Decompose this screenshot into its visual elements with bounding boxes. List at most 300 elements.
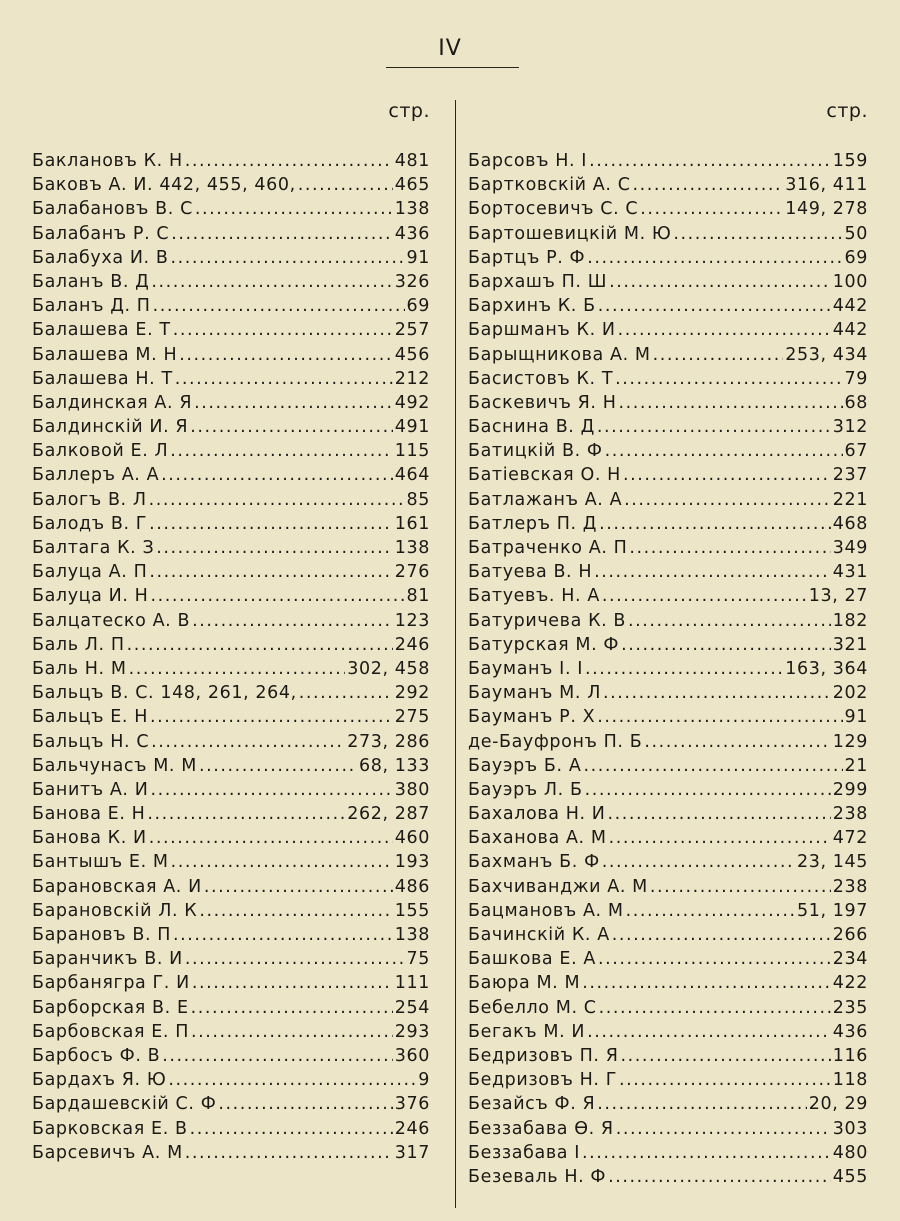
page-number-rule — [386, 67, 519, 68]
entry-pages: 51, 197 — [797, 900, 868, 921]
index-entry — [32, 754, 430, 778]
entry-pages: 273, 286 — [347, 731, 430, 752]
entry-name: Барбовская Е. П — [32, 1021, 189, 1042]
right-column — [468, 97, 868, 1189]
entry-name: Бальцъ Е. Н — [32, 707, 149, 728]
entry-name: Бедризовъ Н. Г — [468, 1070, 617, 1091]
dot-leader — [190, 415, 393, 439]
entry-name: Бальчунасъ М. М — [32, 755, 197, 776]
entry-pages: 79 — [844, 368, 868, 389]
entry-name: Баханова А. М — [468, 828, 607, 849]
entry-pages: 468 — [832, 513, 868, 534]
index-entry — [468, 971, 868, 995]
entry-name: Безайсъ Ф. Я — [468, 1094, 596, 1115]
entry-name: Батлеръ П. Д — [468, 513, 598, 534]
entry-name: Бартцъ Р. Ф — [468, 247, 586, 268]
entry-pages: 376 — [394, 1094, 430, 1115]
entry-pages: 138 — [394, 538, 430, 558]
dot-leader — [150, 705, 393, 729]
entry-name: Балуца А. П — [32, 562, 148, 583]
entry-pages: 254 — [394, 997, 430, 1018]
entry-pages: 253, 434 — [785, 344, 868, 365]
index-entry — [32, 343, 430, 367]
entry-pages: 67 — [844, 441, 868, 462]
dot-leader — [585, 778, 831, 802]
entry-pages: 276 — [394, 562, 430, 583]
entry-pages: 193 — [394, 852, 430, 873]
index-entry — [468, 826, 868, 850]
entry-name: Батурская М. Ф — [468, 634, 620, 655]
dot-leader — [190, 1117, 393, 1141]
entry-pages: 238 — [832, 804, 868, 825]
index-entry — [468, 270, 868, 294]
index-entry — [468, 318, 868, 342]
entry-pages: 317 — [394, 1142, 430, 1163]
dot-leader — [168, 1068, 416, 1092]
entry-name: Барбосъ Ф. В — [32, 1045, 161, 1066]
dot-leader — [151, 730, 345, 754]
entry-name: Бедризовъ П. Я — [468, 1045, 619, 1066]
entry-pages: 455 — [832, 1166, 868, 1187]
entry-name: Барбанягра Г. И — [32, 973, 190, 994]
index-entry — [468, 1068, 868, 1092]
left-entries — [32, 149, 430, 1165]
dot-leader — [629, 536, 830, 560]
entry-name: Батлажанъ А. А — [468, 489, 623, 510]
index-entry — [32, 826, 430, 850]
entry-pages: 422 — [832, 973, 868, 994]
index-entry — [32, 971, 430, 995]
entry-name: Балогъ В. Л — [32, 489, 147, 510]
dot-leader — [598, 294, 831, 318]
entry-name: Батуричева К. В — [468, 610, 627, 631]
index-entry — [468, 730, 868, 754]
index-entry — [32, 996, 430, 1020]
entry-name: Бальцъ В. С. 148, 261, 264, — [32, 683, 297, 704]
entry-pages: 431 — [832, 562, 868, 583]
dot-leader — [191, 1020, 393, 1044]
dot-leader — [607, 802, 830, 826]
entry-pages: 138 — [394, 925, 430, 945]
index-entry — [32, 657, 430, 681]
index-entry — [32, 367, 430, 391]
dot-leader — [583, 754, 842, 778]
index-entry — [468, 681, 868, 705]
dot-leader — [170, 439, 393, 463]
index-entry — [468, 1044, 868, 1068]
entry-name: Банитъ А. И — [32, 779, 149, 800]
entry-pages: 257 — [394, 320, 430, 341]
dot-leader — [582, 1141, 831, 1165]
dot-leader — [597, 705, 842, 729]
entry-pages: 69 — [406, 296, 430, 317]
entry-pages: 159 — [832, 151, 868, 171]
entry-pages: 75 — [406, 949, 430, 970]
entry-name: Балабанъ Р. С — [32, 223, 170, 244]
index-entry — [32, 584, 430, 608]
entry-pages: 442 — [832, 296, 868, 317]
entry-name: Бахалова Н. И — [468, 804, 606, 825]
index-entry — [32, 149, 430, 173]
dot-leader — [587, 1020, 831, 1044]
entry-name: Барыщникова А. М — [468, 344, 651, 365]
entry-name: Бантышъ Е. М — [32, 852, 169, 873]
entry-pages: 266 — [832, 925, 868, 945]
index-entry — [468, 802, 868, 826]
entry-name: Батраченко А. П — [468, 538, 628, 558]
index-entry — [32, 802, 430, 826]
index-entry — [468, 1141, 868, 1165]
index-entry — [32, 1044, 430, 1068]
entry-name: Барборская В. Е — [32, 997, 189, 1018]
entry-name: Бартошевицкій М. Ю — [468, 223, 672, 244]
dot-leader — [599, 996, 831, 1020]
dot-leader — [161, 463, 393, 487]
index-entry — [468, 1117, 868, 1141]
entry-name: Балуца И. Н — [32, 586, 149, 607]
dot-leader — [149, 512, 393, 536]
index-entry — [32, 923, 430, 947]
entry-pages: 321 — [832, 634, 868, 655]
dot-leader — [150, 584, 404, 608]
entry-pages: 246 — [394, 1118, 430, 1139]
dot-leader — [644, 730, 830, 754]
dot-leader — [199, 754, 357, 778]
index-entry — [468, 923, 868, 947]
entry-name: Барановскій Л. К — [32, 900, 198, 921]
dot-leader — [147, 802, 345, 826]
entry-pages: 303 — [832, 1118, 868, 1139]
entry-pages: 235 — [832, 997, 868, 1018]
dot-leader — [175, 367, 393, 391]
entry-name: Бацмановъ А. М — [468, 900, 624, 921]
entry-name: Балабановъ В. С — [32, 199, 193, 220]
dot-leader — [653, 343, 784, 367]
index-entry — [468, 584, 868, 608]
entry-name: Балковой Е. Л — [32, 441, 169, 462]
index-entry — [32, 222, 430, 246]
column-divider — [455, 100, 456, 1208]
index-entry — [468, 609, 868, 633]
entry-name: Бауманъ І. І — [468, 658, 584, 679]
dot-leader — [194, 391, 393, 415]
dot-leader — [628, 609, 831, 633]
index-entry — [468, 149, 868, 173]
entry-name: Баранчикъ В. И — [32, 949, 183, 970]
entry-pages: 480 — [832, 1142, 868, 1163]
index-entry — [468, 1165, 868, 1189]
index-entry — [468, 488, 868, 512]
entry-pages: 360 — [394, 1045, 430, 1066]
entry-pages: 85 — [406, 489, 430, 510]
entry-pages: 460 — [394, 828, 430, 849]
entry-name: Батуевъ. Н. А — [468, 586, 600, 607]
index-entry — [468, 1020, 868, 1044]
entry-name: Батіевская О. Н — [468, 465, 621, 486]
entry-name: Балабуха И. В — [32, 247, 169, 268]
dot-leader — [585, 657, 783, 681]
dot-leader — [191, 996, 393, 1020]
entry-pages: 138 — [394, 199, 430, 220]
entry-pages: 464 — [394, 465, 430, 486]
entry-name: Баль Н. М — [32, 658, 127, 679]
entry-pages: 237 — [832, 465, 868, 486]
entry-pages: 302, 458 — [347, 658, 430, 679]
index-entry — [468, 463, 868, 487]
dot-leader — [149, 560, 392, 584]
entry-name: Балашева Е. Т — [32, 320, 171, 341]
dot-leader — [299, 681, 393, 705]
right-column-header: стр. — [826, 100, 868, 122]
entry-name: Банова К. И — [32, 828, 147, 849]
dot-leader — [195, 197, 393, 221]
dot-leader — [149, 826, 393, 850]
dot-leader — [173, 318, 393, 342]
dot-leader — [616, 1117, 831, 1141]
entry-pages: 20, 29 — [808, 1094, 868, 1115]
entry-name: Бахманъ Б. Ф — [468, 852, 600, 873]
entry-pages: 23, 145 — [797, 852, 868, 873]
entry-pages: 68 — [844, 392, 868, 413]
index-entry — [32, 415, 430, 439]
entry-pages: 111 — [394, 973, 430, 994]
index-entry — [32, 439, 430, 463]
dot-leader — [151, 270, 392, 294]
entry-pages: 465 — [394, 175, 430, 196]
index-entry — [468, 391, 868, 415]
index-entry — [468, 173, 868, 197]
entry-name: Бауманъ М. Л — [468, 683, 601, 704]
left-column — [32, 97, 430, 1165]
entry-name: Балцатеско А. В — [32, 610, 191, 631]
dot-leader — [153, 294, 405, 318]
index-entry — [32, 536, 430, 560]
index-entry — [32, 246, 430, 270]
entry-pages: 161 — [394, 513, 430, 534]
index-entry — [468, 439, 868, 463]
entry-name: Барсовъ Н. І — [468, 151, 588, 171]
index-entry — [468, 367, 868, 391]
dot-leader — [633, 173, 784, 197]
entry-pages: 246 — [394, 634, 430, 655]
entry-pages: 13, 27 — [808, 586, 868, 607]
index-entry — [468, 246, 868, 270]
index-entry — [468, 899, 868, 923]
entry-pages: 115 — [394, 441, 430, 462]
entry-pages: 163, 364 — [785, 658, 868, 679]
index-entry — [468, 294, 868, 318]
index-entry — [468, 536, 868, 560]
index-entry — [32, 173, 430, 197]
entry-name: Безеваль Н. Ф — [468, 1166, 607, 1187]
entry-name: Батицкій В. Ф — [468, 441, 603, 462]
dot-leader — [608, 1165, 831, 1189]
entry-name: Бардахъ Я. Ю — [32, 1070, 167, 1091]
entry-pages: 312 — [832, 417, 868, 438]
entry-pages: 91 — [406, 247, 430, 268]
entry-name: Барковская Е. В — [32, 1118, 188, 1139]
index-entry — [468, 947, 868, 971]
index-entry — [468, 222, 868, 246]
dot-leader — [162, 1044, 393, 1068]
entry-pages: 292 — [394, 683, 430, 704]
index-entry — [468, 996, 868, 1020]
index-entry — [32, 730, 430, 754]
entry-name: Бауманъ Р. Х — [468, 707, 596, 728]
entry-name: Бортосевичъ С. С — [468, 199, 639, 220]
index-entry — [32, 850, 430, 874]
dot-leader — [640, 197, 783, 221]
entry-name: Бархашъ П. Ш — [468, 271, 608, 292]
index-entry — [32, 318, 430, 342]
entry-pages: 182 — [832, 610, 868, 631]
entry-pages: 68, 133 — [359, 755, 430, 776]
entry-pages: 316, 411 — [785, 175, 868, 196]
entry-name: Балдинская А. Я — [32, 392, 193, 413]
entry-pages: 9 — [418, 1070, 430, 1091]
entry-pages: 380 — [394, 779, 430, 800]
entry-pages: 275 — [394, 707, 430, 728]
index-entry — [32, 197, 430, 221]
index-entry — [468, 850, 868, 874]
entry-pages: 123 — [394, 610, 430, 631]
dot-leader — [150, 778, 392, 802]
entry-name: Барановъ В. П — [32, 925, 172, 945]
entry-pages: 492 — [394, 392, 430, 413]
entry-name: Балашева М. Н — [32, 344, 178, 365]
dot-leader — [298, 173, 393, 197]
entry-pages: 442 — [832, 320, 868, 341]
entry-pages: 436 — [832, 1021, 868, 1042]
dot-leader — [204, 875, 393, 899]
index-entry — [32, 1117, 430, 1141]
entry-name: Бауэръ Б. А — [468, 755, 582, 776]
entry-pages: 81 — [406, 586, 430, 607]
dot-leader — [602, 584, 807, 608]
index-entry — [468, 657, 868, 681]
entry-pages: 221 — [832, 489, 868, 510]
index-entry — [32, 463, 430, 487]
right-entries — [468, 149, 868, 1189]
entry-name: Бахчиванджи А. М — [468, 876, 648, 897]
page-number: IV — [438, 36, 462, 61]
index-entry — [468, 633, 868, 657]
entry-name: Баль Л. П — [32, 634, 125, 655]
entry-pages: 293 — [394, 1021, 430, 1042]
dot-leader — [609, 826, 831, 850]
dot-leader — [597, 1092, 806, 1116]
entry-pages: 481 — [394, 151, 430, 171]
entry-name: Бархинъ К. Б — [468, 296, 596, 317]
dot-leader — [582, 971, 831, 995]
entry-name: Бардашевскій С. Ф — [32, 1094, 217, 1115]
dot-leader — [192, 609, 393, 633]
entry-name: Балашева Н. Т — [32, 368, 173, 389]
index-entry — [468, 1092, 868, 1116]
entry-pages: 326 — [394, 271, 430, 292]
entry-name: Беззабава І — [468, 1142, 580, 1163]
dot-leader — [127, 633, 393, 657]
entry-pages: 262, 287 — [347, 804, 430, 825]
index-entry — [468, 343, 868, 367]
dot-leader — [594, 560, 831, 584]
dot-leader — [149, 488, 405, 512]
dot-leader — [171, 222, 393, 246]
entry-name: Басистовъ К. Т — [468, 368, 614, 389]
dot-leader — [170, 246, 404, 270]
dot-leader — [624, 488, 831, 512]
entry-pages: 491 — [394, 417, 430, 438]
entry-name: Бауэръ Л. Б — [468, 779, 583, 800]
entry-name: Беззабава Ѳ. Я — [468, 1118, 614, 1139]
index-entry — [32, 778, 430, 802]
dot-leader — [179, 343, 393, 367]
dot-leader — [612, 923, 831, 947]
index-entry — [32, 1092, 430, 1116]
entry-name: Баклановъ К. Н — [32, 151, 183, 171]
index-entry — [32, 1068, 430, 1092]
index-entry — [468, 512, 868, 536]
index-entry — [32, 560, 430, 584]
dot-leader — [597, 415, 831, 439]
entry-name: Батуева В. Н — [468, 562, 593, 583]
index-entry — [32, 1141, 430, 1165]
index-entry — [468, 754, 868, 778]
index-entry — [32, 1020, 430, 1044]
index-entry — [32, 633, 430, 657]
dot-leader — [615, 367, 842, 391]
dot-leader — [626, 899, 795, 923]
dot-leader — [619, 1068, 831, 1092]
dot-leader — [650, 875, 831, 899]
entry-pages: 472 — [832, 828, 868, 849]
entry-pages: 238 — [832, 876, 868, 897]
dot-leader — [621, 633, 831, 657]
entry-name: Банова Е. Н — [32, 804, 146, 825]
entry-name: Баковъ А. И. 442, 455, 460, — [32, 175, 296, 196]
entry-name: Баснина В. Д — [468, 417, 595, 438]
index-entry — [32, 609, 430, 633]
index-entry — [32, 512, 430, 536]
index-entry — [32, 899, 430, 923]
entry-pages: 202 — [832, 683, 868, 704]
entry-pages: 21 — [844, 755, 868, 776]
index-entry — [32, 391, 430, 415]
index-entry — [32, 270, 430, 294]
dot-leader — [603, 681, 831, 705]
entry-pages: 436 — [394, 223, 430, 244]
entry-name: Баюра М. М — [468, 973, 581, 994]
dot-leader — [623, 463, 831, 487]
entry-name: де-Бауфронъ П. Б — [468, 731, 643, 752]
entry-pages: 116 — [832, 1045, 868, 1066]
entry-pages: 299 — [832, 779, 868, 800]
entry-name: Балодъ В. Г — [32, 513, 148, 534]
index-entry — [32, 681, 430, 705]
dot-leader — [619, 391, 843, 415]
entry-pages: 91 — [844, 707, 868, 728]
dot-leader — [618, 318, 831, 342]
entry-name: Бебелло М. С — [468, 997, 597, 1018]
entry-pages: 69 — [844, 247, 868, 268]
dot-leader — [609, 270, 831, 294]
entry-name: Балдинскій И. Я — [32, 417, 189, 438]
index-entry — [468, 560, 868, 584]
dot-leader — [673, 222, 842, 246]
dot-leader — [199, 899, 392, 923]
index-entry — [468, 705, 868, 729]
entry-pages: 50 — [844, 223, 868, 244]
